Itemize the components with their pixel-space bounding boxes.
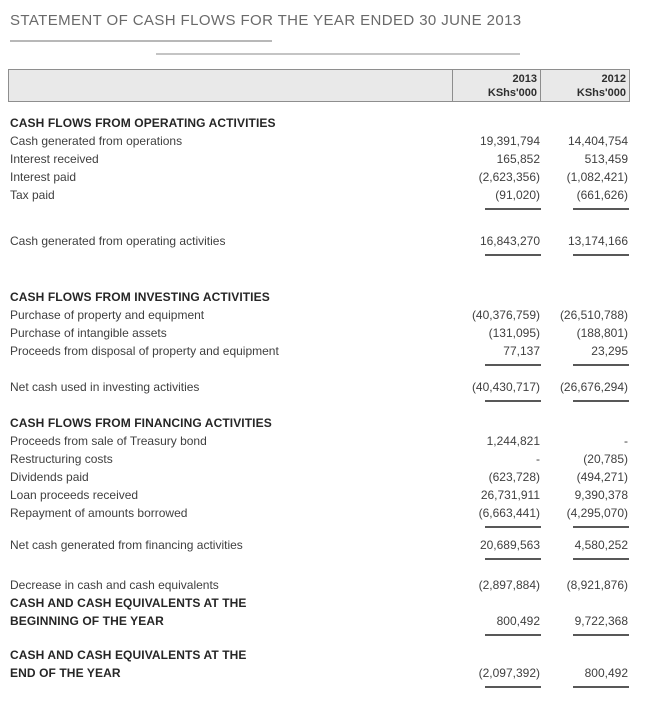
total-underline-row <box>8 360 630 370</box>
line-item-label: Interest received <box>10 152 99 166</box>
column-header-table <box>8 69 630 102</box>
line-item-label: Restructuring costs <box>10 452 113 466</box>
year-2013-label: 2013 <box>512 73 537 85</box>
underline-row-spacer <box>8 204 454 214</box>
total-underline-row <box>8 250 630 260</box>
title-underline <box>10 40 272 42</box>
value-underline <box>485 364 541 366</box>
line-item-label: Net cash used in investing activities <box>10 380 200 394</box>
value-2012: 13,174,166 <box>567 234 628 248</box>
underline-cell <box>454 204 542 214</box>
underline-cell <box>542 396 630 406</box>
spacer <box>8 406 630 414</box>
line-item-row <box>8 324 630 342</box>
value-2013 <box>454 114 542 132</box>
value-2012 <box>542 594 630 612</box>
line-item-row <box>8 378 630 396</box>
value-2013: (40,430,717) <box>471 380 540 394</box>
section-header-row <box>8 288 630 306</box>
value-2013: 165,852 <box>496 152 540 166</box>
line-item-label: Purchase of property and equipment <box>10 308 205 322</box>
underline-row-spacer <box>8 554 454 564</box>
total-underline-row <box>8 522 630 532</box>
line-item-label: Repayment of amounts borrowed <box>10 506 188 520</box>
underline-row-spacer <box>8 522 454 532</box>
line-item-row <box>8 468 630 486</box>
value-2012: 800,492 <box>584 666 628 680</box>
statement-rows <box>8 102 630 692</box>
line-item-row <box>8 132 630 150</box>
spacer <box>8 214 630 232</box>
header-col-2012 <box>541 70 629 101</box>
value-2013: 800,492 <box>496 614 540 628</box>
underline-cell <box>542 204 630 214</box>
line-item-label: Dividends paid <box>10 470 89 484</box>
line-item-label: BEGINNING OF THE YEAR <box>10 614 164 628</box>
underline-row-spacer <box>8 396 454 406</box>
section-header-row <box>8 594 630 612</box>
line-item-label: Tax paid <box>10 188 55 202</box>
value-2013: 1,244,821 <box>486 434 540 448</box>
underline-cell <box>454 250 542 260</box>
value-2013: 16,843,270 <box>479 234 540 248</box>
value-underline <box>485 686 541 688</box>
underline-row-spacer <box>8 630 454 640</box>
spacer <box>8 102 630 114</box>
value-2012: (661,626) <box>576 188 628 202</box>
line-item-row <box>8 576 630 594</box>
value-2012: (494,271) <box>576 470 628 484</box>
spacer <box>8 260 630 288</box>
value-underline <box>485 634 541 636</box>
line-item-row <box>8 150 630 168</box>
line-item-row <box>8 232 630 250</box>
total-underline-row <box>8 554 630 564</box>
value-2013 <box>454 646 542 664</box>
line-item-label: Interest paid <box>10 170 77 184</box>
underline-cell <box>542 522 630 532</box>
value-2012 <box>542 646 630 664</box>
secondary-underline <box>156 53 520 55</box>
line-item-row <box>8 168 630 186</box>
section-header-row <box>8 646 630 664</box>
value-underline <box>573 634 629 636</box>
value-2013: 20,689,563 <box>479 538 540 552</box>
value-2013: (2,623,356) <box>478 170 540 184</box>
value-2012: (8,921,876) <box>566 578 628 592</box>
total-underline-row <box>8 682 630 692</box>
page-title: STATEMENT OF CASH FLOWS FOR THE YEAR ENDED 30 JUNE 2013 <box>10 12 522 29</box>
total-underline-row <box>8 396 630 406</box>
value-2012: (188,801) <box>576 326 628 340</box>
value-2012: 513,459 <box>584 152 628 166</box>
value-2013: (40,376,759) <box>471 308 540 322</box>
value-2013: - <box>536 452 540 466</box>
value-2012: (4,295,070) <box>566 506 628 520</box>
section-header-row <box>8 114 630 132</box>
unit-2013-label: KShs'000 <box>487 87 537 99</box>
section-header-label: CASH AND CASH EQUIVALENTS AT THE <box>10 596 247 610</box>
line-item-label: Net cash generated from financing activities <box>10 538 243 552</box>
value-2013: (6,663,441) <box>478 506 540 520</box>
line-item-row <box>8 342 630 360</box>
year-2012-label: 2012 <box>601 73 626 85</box>
value-2012: 14,404,754 <box>567 134 628 148</box>
line-item-label: Cash generated from operating activities <box>10 234 226 248</box>
section-header-label: CASH FLOWS FROM FINANCING ACTIVITIES <box>10 416 272 430</box>
value-2012: (20,785) <box>583 452 628 466</box>
value-2013: (2,097,392) <box>478 666 540 680</box>
line-item-label: Proceeds from disposal of property and equipment <box>10 344 279 358</box>
value-underline <box>573 254 629 256</box>
line-item-row <box>8 486 630 504</box>
underline-cell <box>454 630 542 640</box>
underline-cell <box>454 396 542 406</box>
underline-cell <box>542 250 630 260</box>
line-item-label: END OF THE YEAR <box>10 666 121 680</box>
line-item-row <box>8 612 630 630</box>
value-2013: (91,020) <box>495 188 540 202</box>
value-underline <box>573 686 629 688</box>
underline-cell <box>542 554 630 564</box>
spacer <box>8 564 630 576</box>
line-item-row <box>8 306 630 324</box>
line-item-row <box>8 664 630 682</box>
line-item-row <box>8 186 630 204</box>
value-2013: (131,095) <box>488 326 540 340</box>
value-underline <box>485 526 541 528</box>
underline-cell <box>542 630 630 640</box>
value-2012 <box>542 114 630 132</box>
value-underline <box>485 400 541 402</box>
section-header-label: CASH FLOWS FROM INVESTING ACTIVITIES <box>10 290 270 304</box>
underline-cell <box>454 360 542 370</box>
value-underline <box>573 400 629 402</box>
value-2013: (623,728) <box>488 470 540 484</box>
header-col-2013 <box>453 70 541 101</box>
line-item-row <box>8 450 630 468</box>
statement-content <box>8 8 630 692</box>
total-underline-row <box>8 630 630 640</box>
underline-cell <box>542 360 630 370</box>
underline-cell <box>542 682 630 692</box>
line-item-row <box>8 504 630 522</box>
value-underline <box>485 254 541 256</box>
value-underline <box>573 208 629 210</box>
value-2012 <box>542 288 630 306</box>
underline-cell <box>454 554 542 564</box>
value-2012: 9,390,378 <box>574 488 628 502</box>
line-item-label: Purchase of intangible assets <box>10 326 167 340</box>
underline-row-spacer <box>8 360 454 370</box>
value-2013: 19,391,794 <box>479 134 540 148</box>
line-item-label: Cash generated from operations <box>10 134 183 148</box>
value-2012: 23,295 <box>591 344 628 358</box>
line-item-row <box>8 432 630 450</box>
underline-cell <box>454 522 542 532</box>
value-underline <box>573 526 629 528</box>
value-2012: 4,580,252 <box>574 538 628 552</box>
total-underline-row <box>8 204 630 214</box>
value-2013 <box>454 594 542 612</box>
value-2012: - <box>624 434 628 448</box>
underline-row-spacer <box>8 682 454 692</box>
line-item-label: Decrease in cash and cash equivalents <box>10 578 219 592</box>
line-item-label: Proceeds from sale of Treasury bond <box>10 434 207 448</box>
unit-2012-label: KShs'000 <box>576 87 626 99</box>
value-2013: 77,137 <box>503 344 540 358</box>
value-2013 <box>454 288 542 306</box>
value-underline <box>485 208 541 210</box>
header-empty-cell <box>9 70 453 101</box>
value-underline <box>573 558 629 560</box>
value-2012: (26,510,788) <box>559 308 628 322</box>
value-2012: (26,676,294) <box>559 380 628 394</box>
section-header-label: CASH AND CASH EQUIVALENTS AT THE <box>10 648 247 662</box>
value-2013: 26,731,911 <box>480 488 540 502</box>
section-header-label: CASH FLOWS FROM OPERATING ACTIVITIES <box>10 116 276 130</box>
underline-cell <box>454 682 542 692</box>
underline-row-spacer <box>8 250 454 260</box>
value-2012: 9,722,368 <box>574 614 628 628</box>
value-2013 <box>454 414 542 432</box>
value-2012 <box>542 414 630 432</box>
value-2012: (1,082,421) <box>566 170 628 184</box>
value-2013: (2,897,884) <box>478 578 540 592</box>
line-item-row <box>8 536 630 554</box>
spacer <box>8 370 630 378</box>
section-header-row <box>8 414 630 432</box>
value-underline <box>573 364 629 366</box>
value-underline <box>485 558 541 560</box>
line-item-label: Loan proceeds received <box>10 488 139 502</box>
